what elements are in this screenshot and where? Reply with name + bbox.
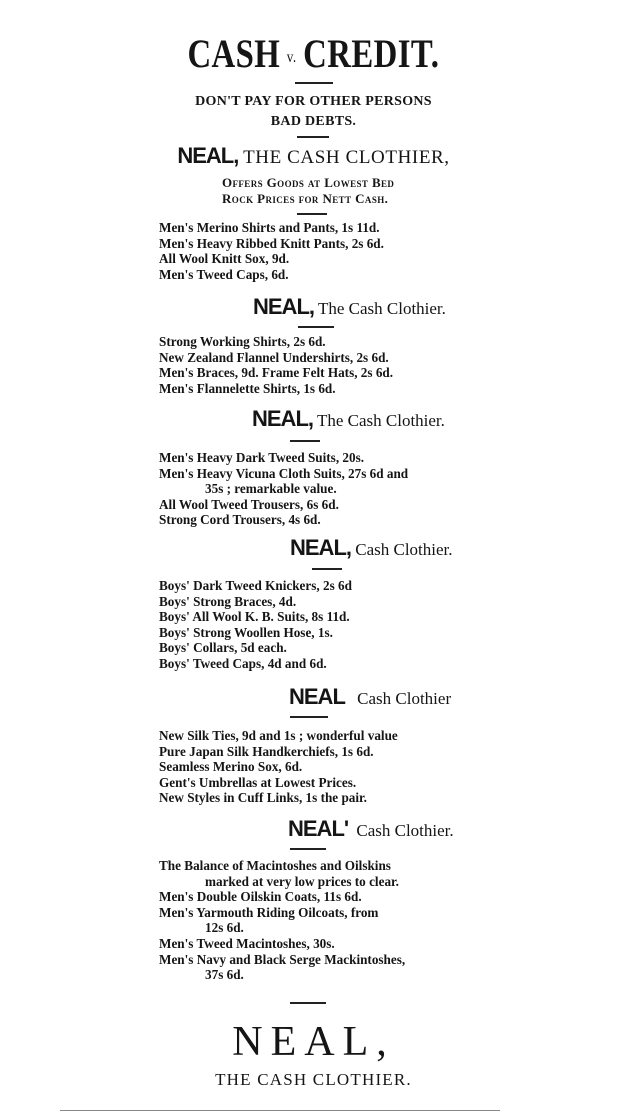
signature-neal: NEAL [289,684,345,709]
signature-1 [253,294,446,320]
list-item: New Silk Ties, 9d and 1s ; wonderful value [159,728,398,743]
divider [297,136,329,138]
list-item: New Styles in Cuff Links, 1s the pair. [159,790,367,806]
list-item: Boys' Collars, 5d each. [159,640,287,656]
item-list-6 [159,858,405,983]
item-list-4 [159,578,352,672]
divider [290,1002,326,1004]
list-item: Men's Double Oilskin Coats, 11s 6d. [159,889,362,905]
divider [290,440,320,442]
headline [56,30,570,77]
list-item: Boys' All Wool K. B. Suits, 8s 11d. [159,609,350,625]
list-item: Men's Braces, 9d. Frame Felt Hats, 2s 6d. [159,365,394,381]
signature-neal: NEAL, [290,535,351,560]
footer-title: THE CASH CLOTHIER. [215,1070,412,1089]
warning-line-1: DON'T PAY FOR OTHER PERSONS [195,94,432,109]
signature-2 [252,406,445,432]
list-item: Men's Heavy Vicuna Cloth Suits, 27s 6d and [159,465,409,481]
list-item: New Zealand Flannel Undershirts, 2s 6d. [159,349,389,365]
list-item: Boys' Strong Woollen Hose, 1s. [159,624,333,640]
list-item: Gent's Umbrellas at Lowest Prices. [159,774,357,790]
signature-3 [290,535,453,561]
list-item: Boys' Tweed Caps, 4d and 6d. [159,655,327,671]
divider [298,326,334,328]
signature-4 [289,684,451,710]
list-item: 12s 6d. [205,920,244,936]
list-item: Pure Japan Silk Handkerchiefs, 1s 6d. [159,743,374,759]
intro-heading [0,143,627,169]
list-item: All Wool Knitt Sox, 9d. [159,251,290,267]
list-item: Strong Working Shirts, 2s 6d. [159,334,326,349]
list-item: Men's Heavy Ribbed Knitt Pants, 2s 6d. [159,235,384,251]
list-item: Men's Tweed Macintoshes, 30s. [159,935,335,951]
item-list-3 [159,450,408,528]
headline-versus: v. [286,48,297,66]
signature-title: Cash Clothier [357,689,452,708]
list-item: Men's Yarmouth Riding Oilcoats, from [159,904,379,920]
bottom-border [60,1110,500,1111]
divider [297,213,327,215]
item-list-2 [159,334,393,396]
list-item: Men's Tweed Caps, 6d. [159,266,289,282]
divider [312,568,342,570]
signature-5 [288,816,454,842]
signature-title: The Cash Clothier. [317,299,446,318]
list-item: Men's Merino Shirts and Pants, 1s 11d. [159,220,380,235]
headline-credit: CREDIT. [303,31,440,76]
headline-cash: CASH [187,31,281,76]
list-item: All Wool Tweed Trousers, 6s 6d. [159,496,339,512]
list-item: 37s 6d. [205,967,244,983]
divider [290,848,326,850]
signature-neal: NEAL, [253,294,314,319]
list-item: Boys' Dark Tweed Knickers, 2s 6d [159,578,352,593]
footer-name: NEAL, [232,1019,395,1065]
signature-neal: NEAL' [288,816,349,841]
list-item: 35s ; remarkable value. [205,481,337,497]
list-item: Seamless Merino Sox, 6d. [159,759,303,775]
item-list-5 [159,728,398,806]
divider [290,716,328,718]
signature-title: Cash Clothier. [355,540,453,559]
signature-title: Cash Clothier. [356,821,454,840]
list-item: Men's Navy and Black Serge Mackintoshes, [159,951,406,967]
list-item: Boys' Strong Braces, 4d. [159,593,297,609]
intro-offers-2: Rock Prices for Nett Cash. [222,191,389,206]
list-item: Men's Heavy Dark Tweed Suits, 20s. [159,450,365,465]
divider [295,82,333,84]
intro-offers-1: Offers Goods at Lowest Bed [222,175,395,190]
warning-line-2: BAD DEBTS. [270,114,357,129]
list-item: marked at very low prices to clear. [205,873,399,889]
list-item: Men's Flannelette Shirts, 1s 6d. [159,380,336,396]
item-list-1 [159,220,384,282]
intro-neal: NEAL, [177,143,239,168]
intro-title: THE CASH CLOTHIER, [243,147,450,168]
signature-neal: NEAL, [252,406,313,431]
list-item: The Balance of Macintoshes and Oilskins [159,858,391,873]
signature-title: The Cash Clothier. [316,411,445,430]
list-item: Strong Cord Trousers, 4s 6d. [159,512,321,528]
